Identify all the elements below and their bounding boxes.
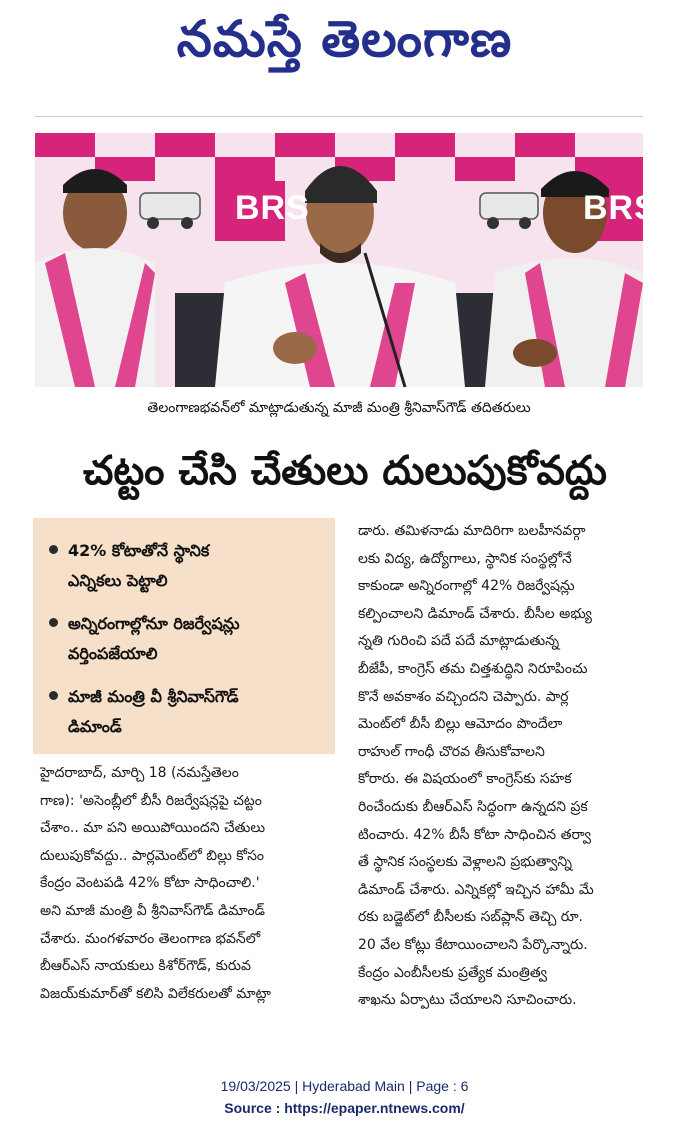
article-line: లకు విద్య, ఉద్యోగాలు, స్థానిక సంస్థల్లోనే (358, 550, 572, 567)
article-line: హైదరాబాద్, మార్చి 18 (నమస్తేతెలం (40, 765, 239, 781)
edition-info: 19/03/2025 | Hyderabad Main | Page : 6 (220, 1078, 469, 1094)
highlight-item (49, 536, 325, 596)
highlight-line: వర్తింపజేయాలి (68, 644, 158, 663)
photo-illustration (35, 133, 643, 387)
article-line: కల్పించాలని డిమాండ్ చేశారు. బీసీల అభ్యు (358, 605, 592, 622)
article-line: కోరారు. ఈ విషయంలో కాంగ్రెస్‌కు సహక (358, 771, 572, 788)
article-line: బీఆర్‌ఎస్ నాయకులు కిశోర్‌గౌడ్, కురువ (40, 958, 251, 975)
source-link[interactable]: Source : https://epaper.ntnews.com/ (224, 1100, 465, 1116)
article-line: చేశాం.. మా పని అయిపోయిందని చేతులు (40, 820, 266, 837)
highlights-box (33, 518, 335, 754)
article-column-left (40, 760, 336, 1008)
article-line: బీజేపీ, కాంగ్రెస్ తమ చిత్తశుద్ధిని నిరూపించు (358, 660, 588, 677)
highlight-line: ఎన్నికలు పెట్టాలి (68, 571, 168, 590)
article-line: టించారు. 42% బీసీ కోటా సాధించిన తర్వా (358, 826, 591, 843)
article-line: డారు. తమిళనాడు మాదిరిగా బలహీనవర్గా (358, 523, 586, 539)
highlight-line: మాజీ మంత్రి వీ శ్రీనివాస్‌గౌడ్ (68, 687, 239, 706)
article-line: కేంద్రం వెంటపడి 42% కోటా సాధించాలి.' (40, 875, 260, 892)
article-line: తే స్థానిక సంస్థలకు వెళ్లాలని ప్రభుత్వాన్ని (358, 854, 572, 871)
article-line: 20 వేల కోట్లు కేటాయించాలని పేర్కొన్నారు. (358, 936, 588, 953)
article-line: కొనే అవకాశం వచ్చిందని చెప్పారు. పార్ల (358, 688, 569, 705)
masthead (0, 0, 689, 78)
newspaper-title: నమస్తే తెలంగాణ (176, 10, 513, 68)
banner-logo-right: BRS (583, 189, 658, 227)
banner-logo-left: BRS (235, 189, 310, 227)
bullet-icon (49, 545, 58, 554)
article-line: కాకుండా అన్నిరంగాల్లో 42% రిజర్వేషన్లు (358, 578, 575, 595)
article-line: కేంద్రం ఎంబీసీలకు ప్రత్యేక మంత్రిత్వ (358, 964, 548, 981)
article-line: విజయ్‌కుమార్‌తో కలిసి విలేకరులతో మాట్లా (40, 985, 271, 1002)
photo-caption: తెలంగాణభవన్‌లో మాట్లాడుతున్న మాజీ మంత్రి శ్రీనివాస్‌గౌడ్ తదితరులు (147, 399, 531, 416)
article-line: డిమాండ్ చేశారు. ఎన్నికల్లో ఇచ్చిన హామీ మే (358, 881, 594, 898)
article-line: రించేందుకు బీఆర్‌ఎస్ సిద్ధంగా ఉన్నదని ప్రక (358, 798, 588, 815)
article-column-right (358, 518, 658, 1015)
article-line: రకు బడ్జెట్‌లో బీసీలకు సబ్‌ప్లాన్ తెచ్చి రూ. (358, 909, 583, 926)
highlight-item (49, 609, 325, 669)
article-line: రాహుల్ గాంధీ చొరవ తీసుకోవాలని (358, 743, 545, 760)
bullet-icon (49, 618, 58, 627)
highlight-line: 42% కోటాతోనే స్థానిక (68, 541, 210, 560)
divider (35, 116, 643, 117)
article-line: మెంట్‌లో బీసీ బిల్లు ఆమోదం పొందేలా (358, 716, 563, 733)
article-line: న్నతి గురించి పదే పదే మాట్లాడుతున్న (358, 633, 560, 650)
press-meet-photo (35, 133, 658, 387)
article-line: శాఖను ఏర్పాటు చేయాలని సూచించారు. (358, 992, 577, 1009)
highlight-item (49, 682, 325, 742)
bullet-icon (49, 691, 58, 700)
highlight-line: అన్నిరంగాల్లోనూ రిజర్వేషన్లు (68, 614, 240, 633)
article-line: అని మాజీ మంత్రి వీ శ్రీనివాస్‌గౌడ్ డిమాండ్ (40, 902, 265, 919)
headline: చట్టం చేసి చేతులు దులుపుకోవద్దు (83, 448, 607, 494)
article-line: దులుపుకోవద్దు.. పార్లమెంట్‌లో బిల్లు కోసం (40, 847, 265, 864)
highlight-line: డిమాండ్ (68, 717, 122, 736)
article-line: చేశారు. మంగళవారం తెలంగాణ భవన్‌లో (40, 930, 261, 947)
article-line: గాణ): 'అసెంబ్లీలో బీసీ రిజర్వేషన్లపై చట్టం (40, 792, 262, 809)
